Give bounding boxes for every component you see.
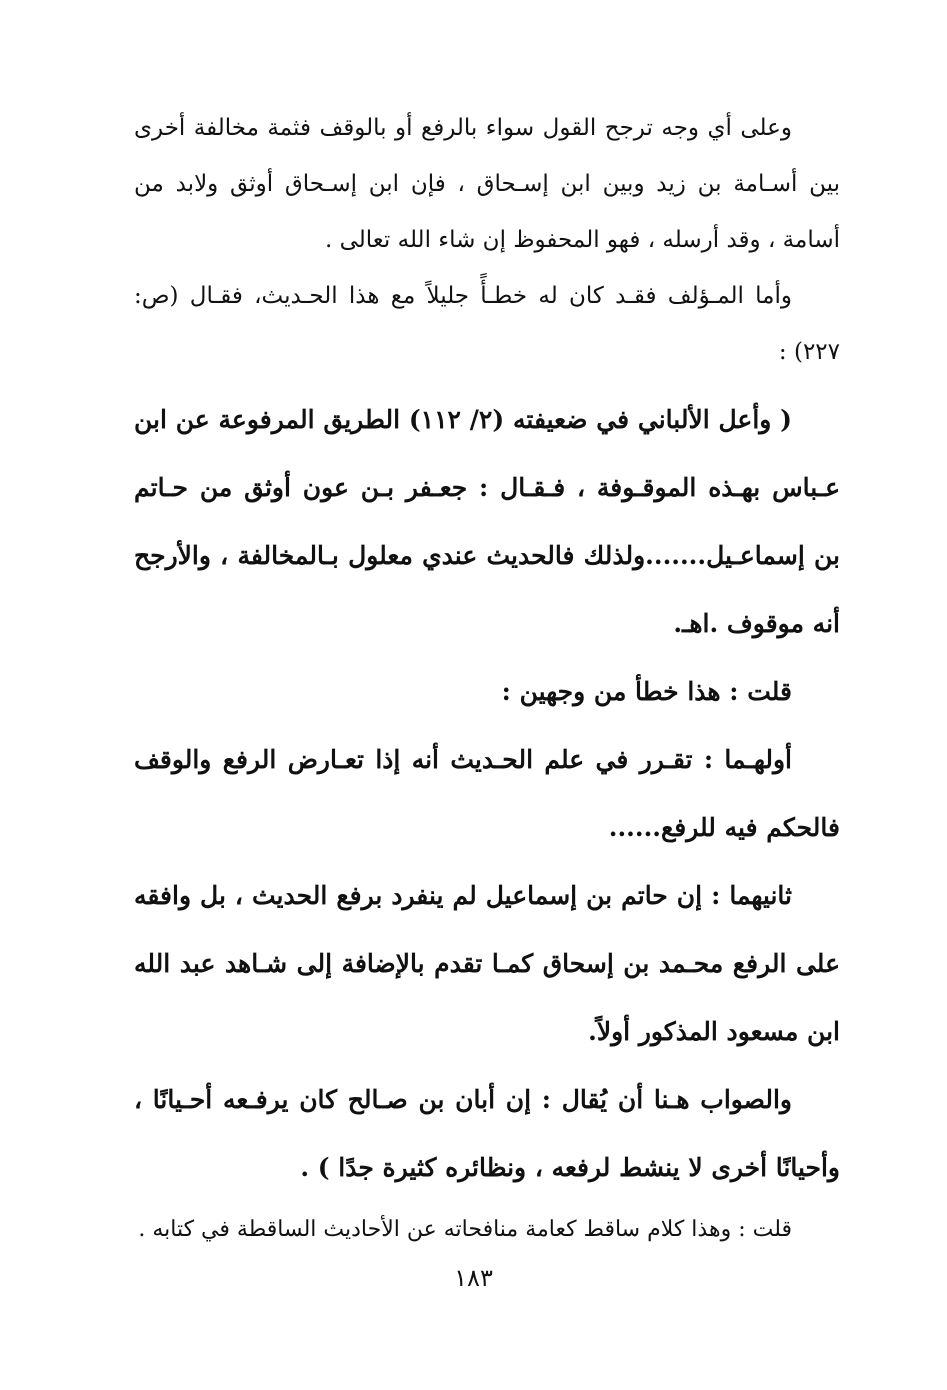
paragraph-7: والصواب هـنا أن يُقال : إن أبان بن صـالح كان يرفـعه أحـيانًا ، وأحيانًا أخرى لا ينشط لرفعه ، ونظائره كثيرة جدًا ) .	[134, 1085, 840, 1182]
paragraph-2: وأما المـؤلف فقـد كان له خطـأً جليلاً مع هذا الحـديث، فقـال (ص: ٢٢٧) :	[134, 283, 840, 365]
paragraph-6: ثانيهما : إن حاتم بن إسماعيل لم ينفرد برفع الحديث ، بل وافقه على الرفع محـمد بن إسحاق كمـا تقدم بالإضافة إلى شـاهد عبد الله ابن مسعود المذكور أولاً.	[134, 881, 840, 1046]
page-body-text	[134, 100, 840, 1258]
page-number: ١٨٣	[454, 1264, 493, 1292]
paragraph-8: قلت : وهذا كلام ساقط كعامة منافحاته عن الأحاديث الساقطة في كتابه .	[138, 1217, 792, 1242]
paragraph-1: وعلى أي وجه ترجح القول سواء بالرفع أو بالوقف فثمة مخالفة أخرى بين أسـامة بن زيد وبين ابن إسـحاق ، فإن ابن إسـحاق أوثق ولابد من أسامة ، وقد أرسله ، فهو المحفوظ إن شاء الله تعالى .	[134, 115, 840, 253]
paragraph-4-heading: قلت : هذا خطأ من وجهين :	[501, 677, 792, 706]
quoted-paragraph: ( وأعل الألباني في ضعيفته (٢/ ١١٢) الطريق المرفوعة عن ابن عـباس بهـذه الموقـوفة ، فـقـال : جعـفر بـن عون أوثق من حـاتم بن إسماعـيل.......ولذلك فالحديث عندي معلول بـالمخالفة ، والأرجح أنه موقوف .اهـ.	[134, 405, 840, 638]
paragraph-5: أولهـما : تقـرر في علم الحـديث أنه إذا تعـارض الرفع والوقف فالحكم فيه للرفع......	[134, 745, 840, 842]
